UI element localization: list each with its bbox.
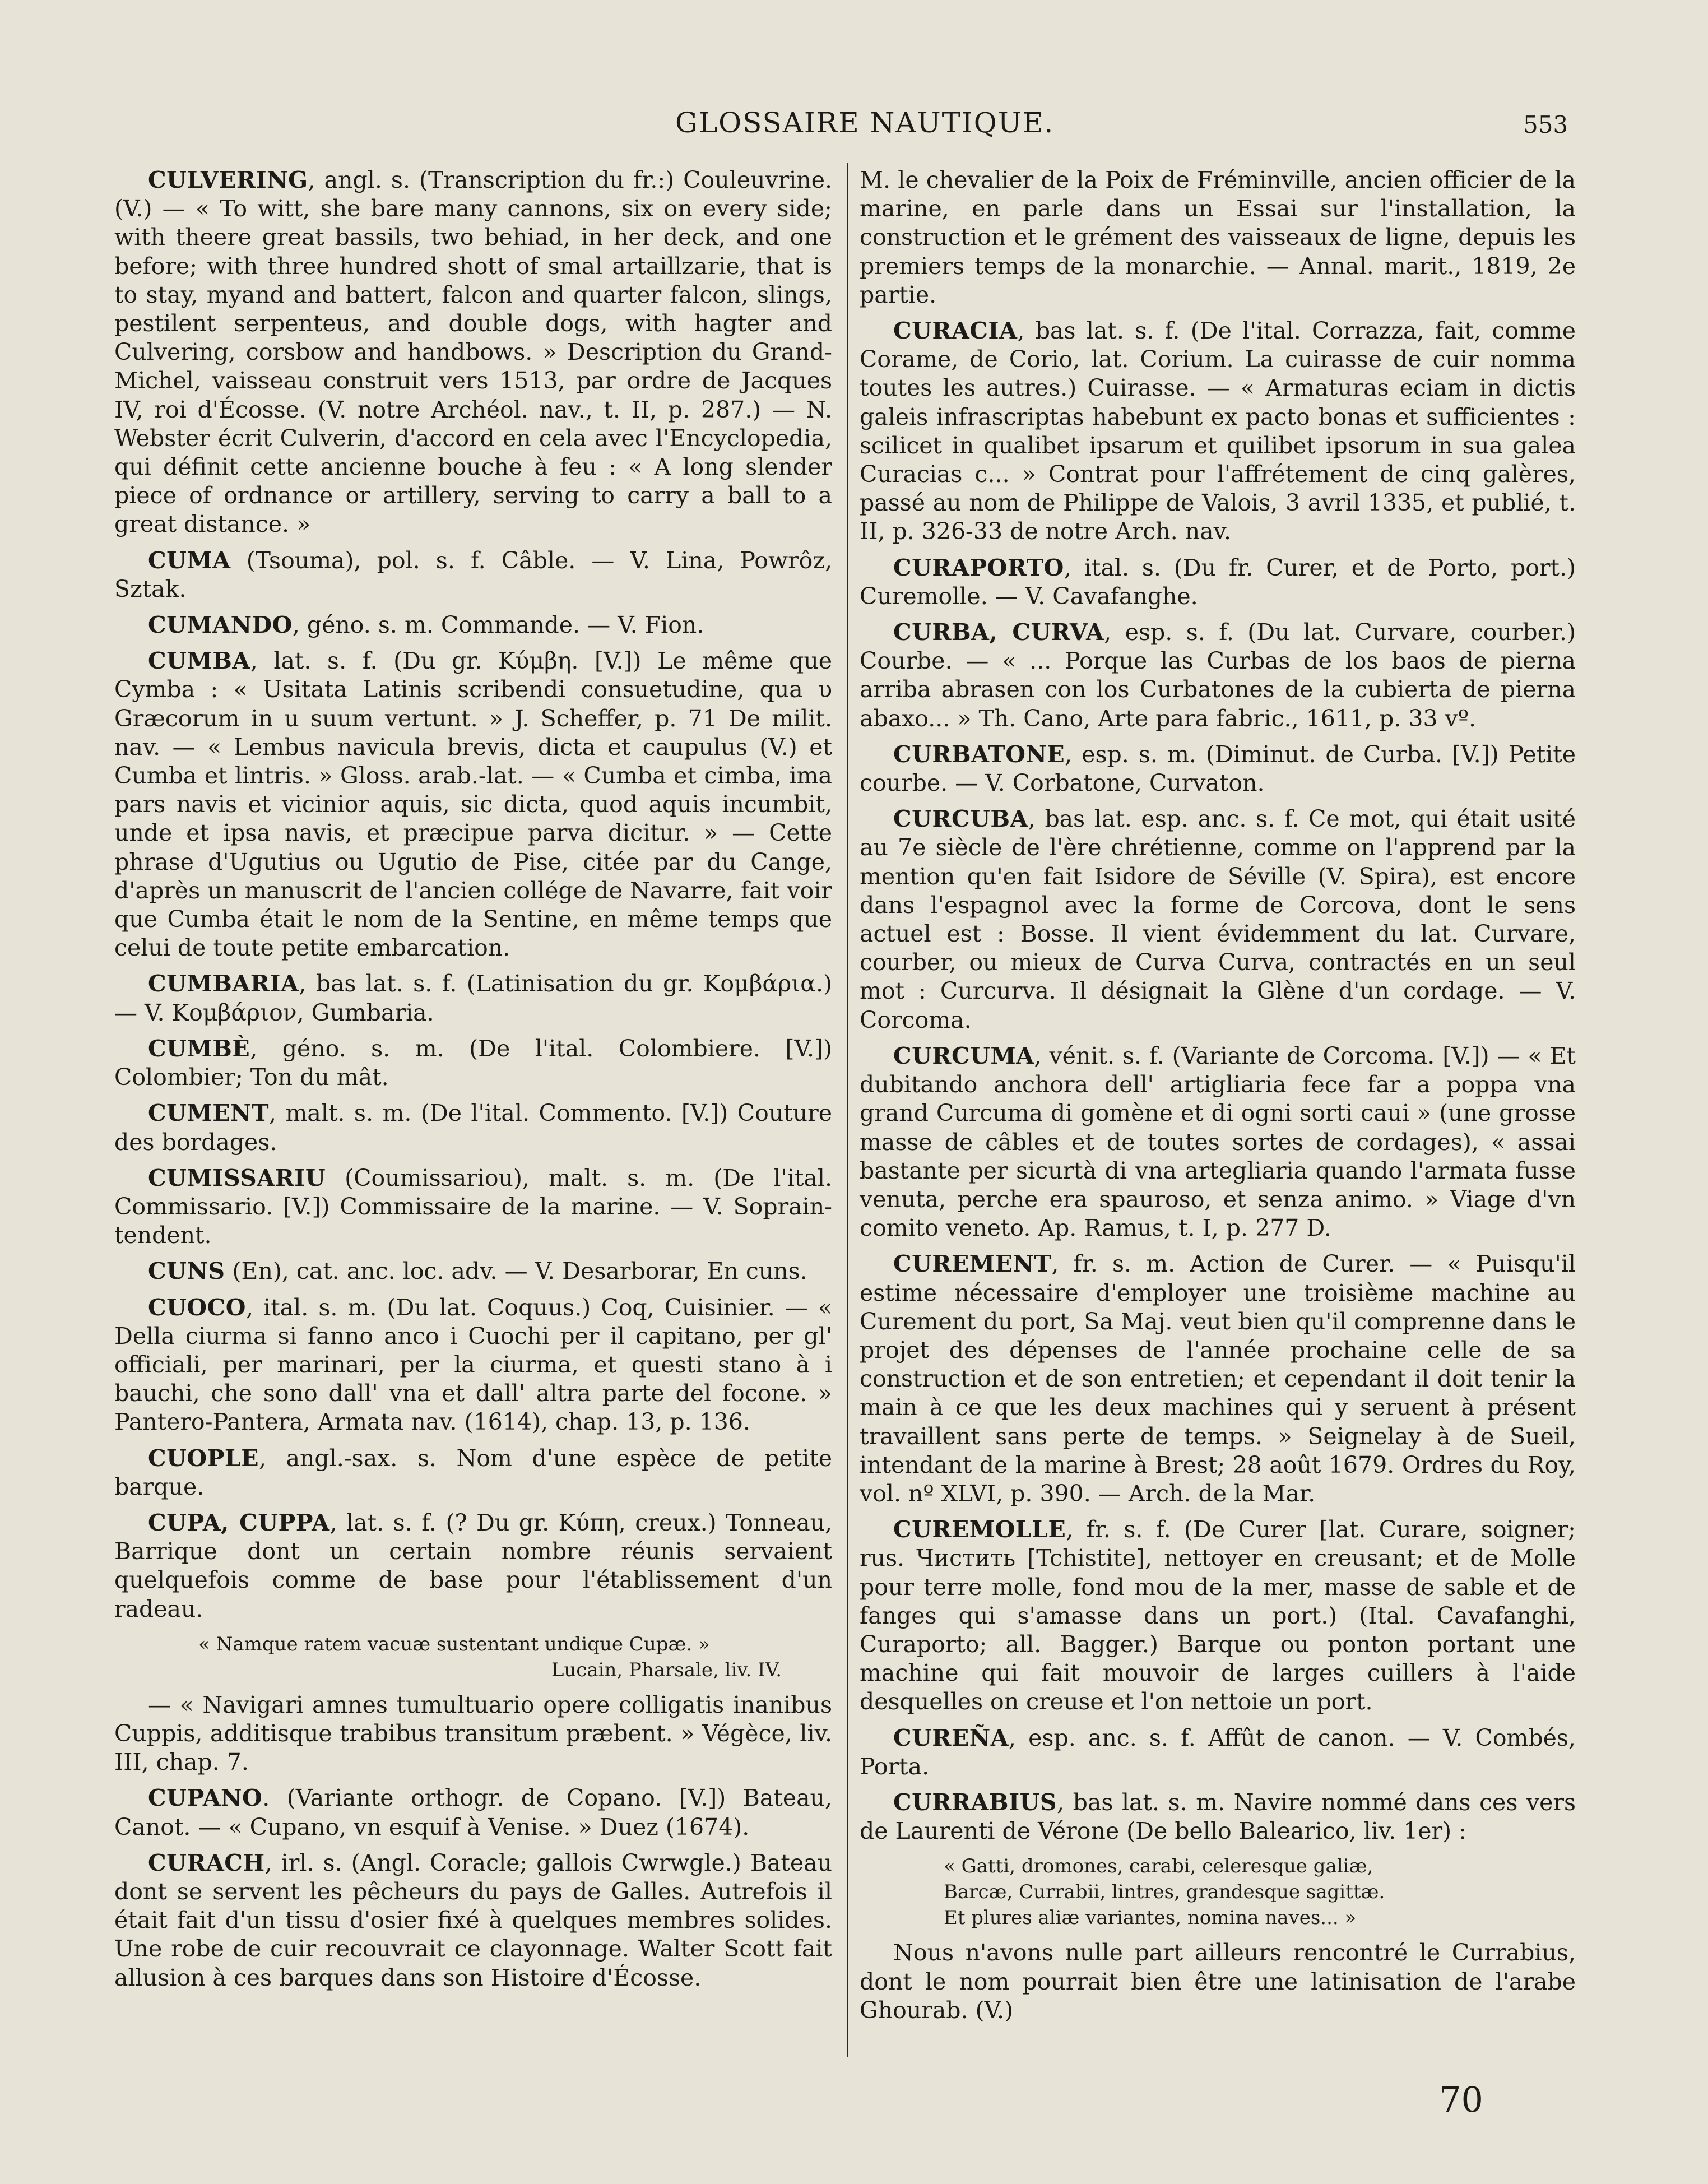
headword: CURCUMA — [893, 1042, 1034, 1069]
entry-cumissariu — [114, 1164, 832, 1250]
entry-text: , bas lat. s. m. Navire nommé dans ces vers de Laurenti de Vérone (De bello Balearico, liv. 1er) : — [860, 1788, 1576, 1845]
headword: CUPA, CUPPA — [148, 1509, 330, 1536]
headword: CUREMENT — [893, 1250, 1052, 1278]
entry-cumando — [114, 611, 832, 639]
entry-cuople — [114, 1444, 832, 1501]
entry-curach — [114, 1849, 832, 1992]
right-column — [860, 166, 1576, 2066]
entry-cumba — [114, 647, 832, 962]
headword: CUNS — [148, 1258, 225, 1285]
headword: CUMISSARIU — [148, 1164, 326, 1191]
headword: CUMBA — [148, 647, 250, 675]
entry-cupano — [114, 1784, 832, 1841]
entry-curemolle — [860, 1515, 1576, 1716]
headword: CUREÑA — [893, 1724, 1009, 1751]
headword: CUMENT — [148, 1100, 270, 1127]
headword: CURAPORTO — [893, 554, 1064, 581]
entry-curcuba — [860, 805, 1576, 1035]
left-column — [114, 166, 832, 2066]
entry-text: , malt. s. m. (De l'ital. Commento. [V.]) Couture des bordages. — [114, 1100, 832, 1156]
entry-text: , géno. s. m. Commande. — V. Fion. — [292, 611, 704, 639]
entry-text: , lat. s. f. (Du gr. Κύμβη. [V.]) Le même que Cymba : « Usitata Latinis scribendi consuetudine, qua υ Græcorum in u suum vertunt. » J. Scheffer, p. 71 De milit. nav. — « Lembus navicula brevis, dicta et caupulus (V.) et Cumba et lintris. » Gloss. arab.-lat. — « Cumba et cimba, ima pars navis et vicinior aquis, sic dicta, quod aquis incumbit, unde et ipsa navis, et præcipue parva dicitur. » — Cette phrase d'Ugutius ou Ugutio de Pise, citée par du Cange, d'après un manuscrit de l'ancien collége de Navarre, fait voir que Cumba était le nom de la Sentine, en même temps que celui de toute petite embarcation. — [114, 647, 832, 962]
entry-text: , vénit. s. f. (Variante de Corcoma. [V.]) — « Et dubitando anchora dell' artigliaria fece far a poppa vna grand Curcuma di gomène et di ogni sorti caui » (une grosse masse de câbles et de toutes sortes de cordages), « assai bastante per sicurtà di vna artegliaria quando l'armata fusse venuta, perche era spauroso, et senza animo. » Viage d'vn comito veneto. Ap. Ramus, t. I, p. 277 D. — [860, 1042, 1576, 1242]
entry-text: , bas lat. esp. anc. s. f. Ce mot, qui était usité au 7e siècle de l'ère chrétienne, comme on l'apprend par la mention qu'en fait Isidore de Séville (V. Spira), est encore dans l'espagnol avec la forme de Corcova, dont le sens actuel est : Bosse. Il vient évidemment du lat. Curvare, courber, ou mieux de Curva Curva, contractés en un seul mot : Curcurva. Il désignait la Glène d'un cordage. — V. Corcoma. — [860, 805, 1576, 1033]
entry-continuation — [860, 1939, 1576, 2025]
verse-quote — [114, 1631, 832, 1683]
verse-line: Barcæ, Currabii, lintres, grandesque sagittæ. — [944, 1881, 1385, 1904]
quote-source: Lucain, Pharsale, liv. IV. — [551, 1658, 782, 1681]
entry-curacia — [860, 317, 1576, 546]
entry-text: , bas lat. s. f. (Latinisation du gr. Κομβάρια.) — V. Κομβάριον, Gumbaria. — [114, 970, 832, 1026]
headword: CUOPLE — [148, 1444, 259, 1472]
headword: CUMBÈ — [148, 1035, 250, 1062]
page-title: GLOSSAIRE NAUTIQUE. — [675, 106, 1055, 139]
entry-cuoco — [114, 1293, 832, 1437]
headword: CURBATONE — [893, 740, 1065, 768]
entry-curena — [860, 1724, 1576, 1781]
entry-cumbaria — [114, 970, 832, 1027]
verse-quote — [860, 1853, 1576, 1931]
entry-text: , esp. anc. s. f. Affût de canon. — V. Combés, Porta. — [860, 1724, 1576, 1780]
headword: CURACH — [148, 1849, 265, 1876]
entry-text: , angl.-sax. s. Nom d'une espèce de petite barque. — [114, 1444, 832, 1500]
entry-text: , fr. s. m. Action de Curer. — « Puisqu'il estime nécessaire d'employer une troisième machine au Curement du port, Sa Maj. veut bien qu'il comprenne dans le projet des dépenses de l'année prochaine celle de sa construction et de son entretien; et cependant il doit tenir la main à ce que les deux machines qui y seruent à présent travaillent sans perte de temps. » Seignelay à de Sueil, intendant de la marine à Brest; 28 août 1679. Ordres du Roy, vol. nº XLVI, p. 390. — Arch. de la Mar. — [860, 1250, 1576, 1507]
entry-text: . (Variante orthogr. de Copano. [V.]) Bateau, Canot. — « Cupano, vn esquif à Venise. » Duez (1674). — [114, 1784, 832, 1840]
entry-text: , angl. s. (Transcription du fr.:) Couleuvrine. (V.) — « To witt, she bare many cannons, six on every side; with theere great bassils, two behiad, in her deck, and one before; with three hundred shott of smal artaillzarie, that is to stay, myand and battert, falcon and quarter falcon, slings, pestilent serpenteus, and double dogs, with hagter and Culvering, corsbow and handbows. » Description du Grand-Michel, vaisseau construit vers 1513, par ordre de Jacques IV, roi d'Écosse. (V. notre Archéol. nav., t. II, p. 287.) — N. Webster écrit Culverin, d'accord en cela avec l'Encyclopedia, qui définit cette ancienne bouche à feu : « A long slender piece of ordnance or artillery, serving to carry a ball to a great distance. » — [114, 166, 832, 538]
entry-text: (Tsouma), pol. s. f. Câble. — V. Lina, Powrôz, Sztak. — [114, 546, 832, 602]
headword: CUOCO — [148, 1293, 246, 1321]
entry-cument — [114, 1099, 832, 1156]
entry-curcuma — [860, 1042, 1576, 1242]
headword: CURRABIUS — [893, 1788, 1057, 1816]
entry-cuns — [114, 1257, 832, 1286]
entry-text: , esp. s. f. (Du lat. Curvare, courber.) Courbe. — « ... Porque las Curbas de los baos de pierna arriba abrasen con los Curbatones de la cubierta de pierna abaxo... » Th. Cano, Arte para fabric., 1611, p. 33 vº. — [860, 619, 1576, 732]
entry-text: , ital. s. m. (Du lat. Coquus.) Coq, Cuisinier. — « Della ciurma si fanno anco i Cuochi per il capitano, per gl' officiali, per marinari, per la ciurma, et questi stano à i bauchi, che sono dall' vna et dall' altra parte del focone. » Pantero-Pantera, Armata nav. (1614), chap. 13, p. 136. — [114, 1293, 832, 1436]
entry-curbatone — [860, 740, 1576, 797]
entry-text: (En), cat. anc. loc. adv. — V. Desarborar, En cuns. — [225, 1258, 807, 1285]
entry-cuma — [114, 546, 832, 604]
entry-text: M. le chevalier de la Poix de Fréminville, ancien officier de la marine, en parle dans un Essai sur l'installation, la construction et le grément des vaisseaux de ligne, depuis les premiers temps de la monarchie. — Annal. marit., 1819, 2e partie. — [860, 166, 1576, 308]
entry-text: , fr. s. f. (De Curer [lat. Curare, soigner; rus. Чистить [Tchistite], nettoyer en creusant; et de Molle pour terre molle, fond mou de la mer, masse de sable et de fanges qui s'amasse dans un port.) (Ital. Cavafanghi, Curaporto; all. Bagger.) Barque ou ponton portant une machine qui fait mouvoir de larges cuillers à l'aide desquelles on creuse et l'on nettoie un port. — [860, 1516, 1576, 1715]
headword: CURACIA — [893, 317, 1018, 345]
entry-curba — [860, 618, 1576, 733]
entry-culvering — [114, 166, 832, 539]
quote-line: « Namque ratem vacuæ sustentant undique Cupæ. » — [198, 1633, 710, 1656]
entry-continuation — [860, 166, 1576, 309]
entry-text: Nous n'avons nulle part ailleurs rencontré le Currabius, dont le nom pourrait bien être une latinisation de l'arabe Ghourab. (V.) — [860, 1939, 1576, 2024]
entry-text: , ital. s. (Du fr. Curer, et de Porto, port.) Curemolle. — V. Cavafanghe. — [860, 554, 1576, 610]
entry-cupa — [114, 1509, 832, 1624]
verse-line: Et plures aliæ variantes, nomina naves... » — [944, 1907, 1357, 1930]
entry-currabius — [860, 1788, 1576, 1845]
headword: CUPANO — [148, 1784, 263, 1812]
entry-text: — « Navigari amnes tumultuario opere colligatis inanibus Cuppis, additisque trabibus transitum præbent. » Végèce, liv. III, chap. 7. — [114, 1691, 832, 1776]
verse-line: « Gatti, dromones, carabi, celeresque galiæ, — [944, 1855, 1373, 1878]
entry-curaporto — [860, 554, 1576, 611]
headword: CUMANDO — [148, 611, 293, 639]
entry-text: , esp. s. m. (Diminut. de Curba. [V.]) Petite courbe. — V. Corbatone, Curvaton. — [860, 740, 1576, 797]
column-divider — [847, 163, 848, 2057]
page-number: 553 — [1523, 111, 1568, 138]
signature-mark: 70 — [1439, 2079, 1483, 2120]
entry-curement — [860, 1250, 1576, 1508]
headword: CUMA — [148, 546, 231, 574]
entry-text: , irl. s. (Angl. Coracle; gallois Cwrwgle.) Bateau dont se servent les pêcheurs du pays de Galles. Autrefois il était fait d'un tissu d'osier fixé à quelques membres solides. Une robe de cuir recouvrait ce clayonnage. Walter Scott fait allusion à ces barques dans son Histoire d'Écosse. — [114, 1849, 832, 1991]
running-header — [0, 101, 1708, 163]
entry-text: (Coumissariou), malt. s. m. (De l'ital. Commissario. [V.]) Commissaire de la marine. — V. Soprain-tendent. — [114, 1164, 832, 1249]
headword: CURCUBA — [893, 805, 1028, 833]
entry-text: , lat. s. f. (? Du gr. Κύπη, creux.) Tonneau, Barrique dont un certain nombre réunis servaient quelquefois comme de base pour l'établissement d'un radeau. — [114, 1509, 833, 1622]
headword: CUMBARIA — [148, 970, 299, 998]
entry-cumbe — [114, 1035, 832, 1092]
headword: CUREMOLLE — [893, 1516, 1066, 1543]
headword: CURBA, CURVA — [893, 619, 1104, 646]
entry-continuation — [114, 1691, 832, 1777]
entry-text: , bas lat. s. f. (De l'ital. Corrazza, fait, comme Corame, de Corio, lat. Corium. La cuirasse de cuir nomma toutes les autres.) Cuirasse. — « Armaturas eciam in dictis galeis infrascriptas habebunt ex pacto bonas et sufficientes : scilicet in qualibet ipsarum et quilibet ipsorum in sua galea Curacias c... » Contrat pour l'affrétement de cinq galères, passé au nom de Philippe de Valois, 3 avril 1335, et publié, t. II, p. 326-33 de notre Arch. nav. — [860, 317, 1576, 545]
headword: CULVERING — [148, 166, 308, 193]
entry-text: , géno. s. m. (De l'ital. Colombiere. [V.]) Colombier; Ton du mât. — [114, 1035, 832, 1091]
